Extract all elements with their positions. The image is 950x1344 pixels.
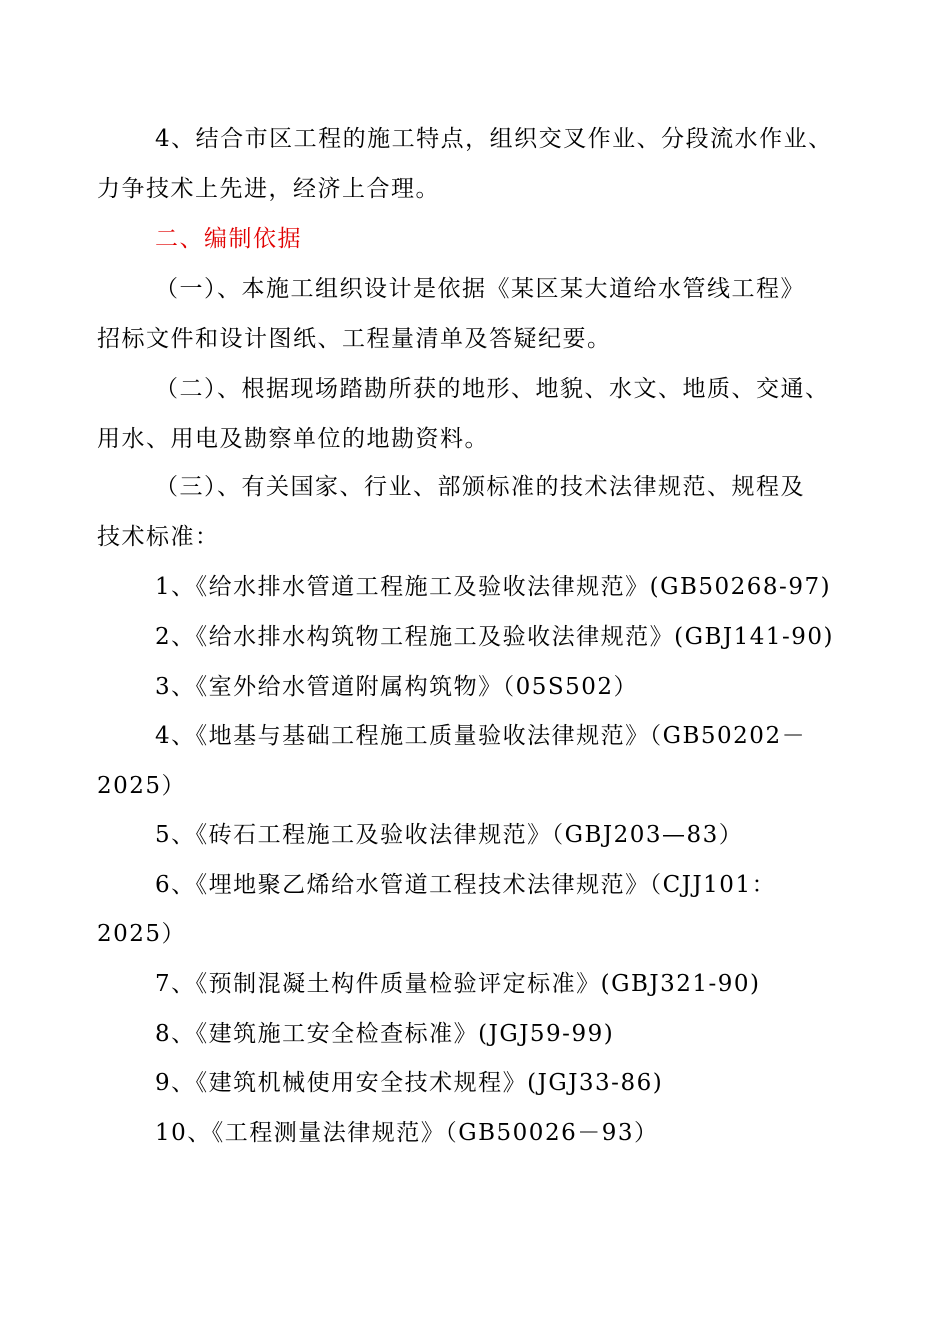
basis-1-line2: 招标文件和设计图纸、工程量清单及答疑纪要。 <box>97 326 612 352</box>
standard-item: 9、《建筑机械使用安全技术规程》(JGJ33-86) <box>155 1070 664 1096</box>
basis-3-line1: （三）、有关国家、行业、部颁标准的技术法律规范、规程及 <box>155 474 805 500</box>
section-heading: 二、编制依据 <box>155 226 302 252</box>
standard-item: 4、《地基与基础工程施工质量验收法律规范》（GB50202－ <box>155 723 807 749</box>
standard-item: 7、《预制混凝土构件质量检验评定标准》(GBJ321-90) <box>155 971 761 997</box>
basis-1-line1: （一）、本施工组织设计是依据《某区某大道给水管线工程》 <box>155 276 805 302</box>
paragraph-item4-line2: 力争技术上先进，经济上合理。 <box>97 176 440 202</box>
basis-2-line2: 用水、用电及勘察单位的地勘资料。 <box>97 426 489 452</box>
paragraph-item4-line1: 4、结合市区工程的施工特点，组织交叉作业、分段流水作业、 <box>155 126 833 152</box>
standard-item: 6、《埋地聚乙烯给水管道工程技术法律规范》（CJJ101： <box>155 872 777 898</box>
standard-item: 10、《工程测量法律规范》（GB50026－93） <box>155 1120 659 1146</box>
standard-item: 8、《建筑施工安全检查标准》(JGJ59-99) <box>155 1021 615 1047</box>
standard-item-continuation: 2025） <box>97 921 187 947</box>
standard-item-continuation: 2025） <box>97 773 187 799</box>
standard-item: 3、《室外给水管道附属构筑物》（05S502） <box>155 674 639 700</box>
standard-item: 5、《砖石工程施工及验收法律规范》（GBJ203—83） <box>155 822 744 848</box>
basis-2-line1: （二）、根据现场踏勘所获的地形、地貌、水文、地质、交通、 <box>155 376 830 402</box>
standard-item: 2、《给水排水构筑物工程施工及验收法律规范》(GBJ141-90) <box>155 624 835 650</box>
standard-item: 1、《给水排水管道工程施工及验收法律规范》(GB50268-97) <box>155 574 832 600</box>
basis-3-line2: 技术标准： <box>97 524 220 550</box>
